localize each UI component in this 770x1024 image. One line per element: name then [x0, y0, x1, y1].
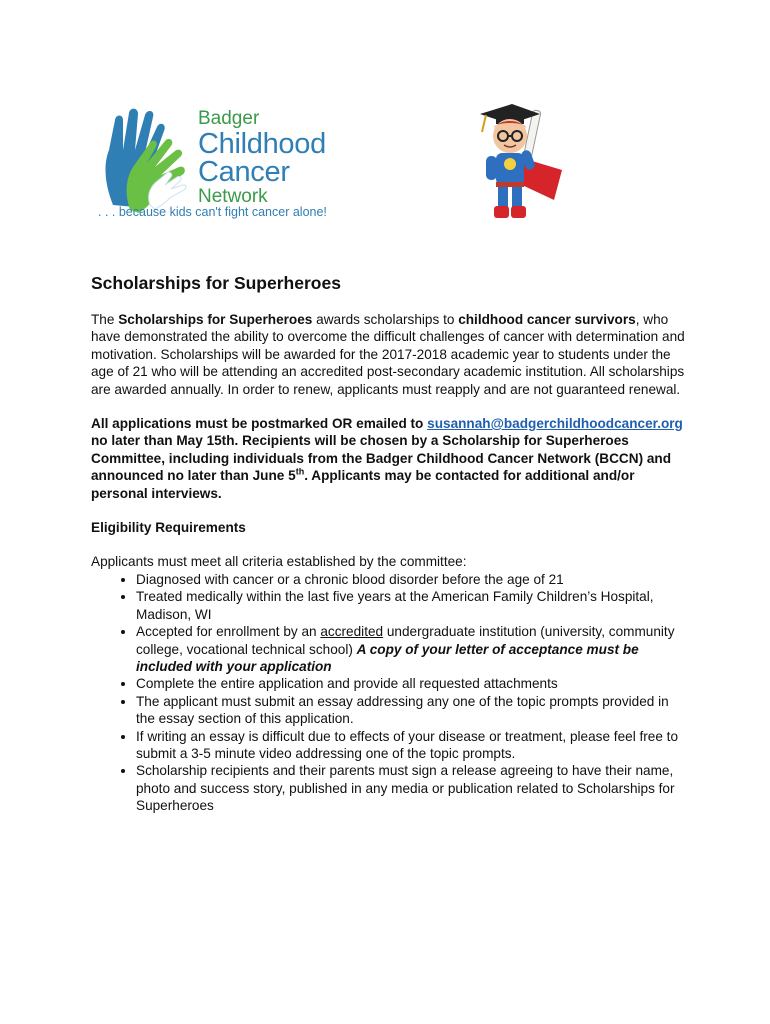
logo-line-childhood: Childhood	[198, 128, 326, 160]
hands-logo-icon	[95, 105, 205, 215]
list-item	[136, 623, 691, 675]
logo-tagline: . . . because kids can't fight cancer alone!	[98, 205, 327, 219]
logo-line-cancer: Cancer	[198, 156, 290, 188]
item3-text-b: undergraduate institution (university, community college, vocational technical school)	[136, 624, 675, 657]
deadline-paragraph	[91, 415, 691, 502]
list-item: • If writing an essay is difficult due to effects of your disease or treatment, please feel free to submit a 3-5 minute video addressing one of the topic prompts.	[136, 728, 691, 763]
eligibility-lead: Applicants must meet all criteria established by the committee:	[91, 554, 467, 570]
list-item: • Treated medically within the last five years at the American Family Children’s Hospital, Madison, WI	[136, 588, 691, 623]
document-body	[91, 272, 691, 815]
item3-bold-italic: A copy of your letter of acceptance must be included with your application	[136, 641, 639, 674]
list-item: • Complete the entire application and provide all requested attachments	[136, 675, 691, 692]
deadline-superscript: th	[295, 466, 305, 477]
intro-text-1: The	[91, 312, 119, 327]
page-title: Scholarships for Superheroes	[91, 273, 341, 293]
logo-line-network: Network	[198, 186, 268, 207]
list-item: • Diagnosed with cancer or a chronic blood disorder before the age of 21	[136, 571, 691, 588]
list-item: • Scholarship recipients and their parents must sign a release agreeing to have their name, photo and success story, published in any media or publication related to Scholarships for Superheroes	[136, 762, 691, 814]
superhero-graduate-icon	[462, 100, 572, 222]
item3-underlined: accredited	[320, 624, 384, 640]
eligibility-heading: Eligibility Requirements	[91, 520, 246, 536]
email-link[interactable]: susannah@badgerchildhoodcancer.org	[427, 416, 683, 432]
intro-paragraph	[91, 311, 691, 398]
intro-bold-survivors: childhood cancer survivors	[458, 312, 636, 327]
bccn-logo	[95, 105, 355, 230]
deadline-text-3: . Applicants may be contacted for additional and/or personal interviews.	[91, 468, 635, 501]
intro-bold-program: Scholarships for Superheroes	[118, 312, 313, 327]
logo-wordmark	[198, 108, 326, 208]
intro-text-3: , who have demonstrated the ability to overcome the difficult challenges of cancer with determination and motivation. Scholarships will be awarded for the 2017-2018 academic year to students under the age of 21 who will be attending an accredited post-secondary academic institution. All scholarships are awarded annually. In order to renew, applicants must reapply and are not guaranteed renewal.	[91, 312, 685, 397]
intro-text-2: awards scholarships to	[312, 312, 459, 327]
logo-line-badger: Badger	[198, 108, 260, 129]
list-item: • The applicant must submit an essay addressing any one of the topic prompts provided in the essay section of this application.	[136, 693, 691, 728]
eligibility-list	[91, 571, 691, 815]
item3-text-a: Accepted for enrollment by an	[136, 624, 321, 640]
deadline-text-2: no later than May 15th. Recipients will be chosen by a Scholarship for Superheroes Committee, including individuals from the Badger Childhood Cancer Network (BCCN) and announced no later than June 5	[91, 433, 672, 484]
deadline-text-1: All applications must be postmarked OR emailed to	[91, 416, 428, 432]
